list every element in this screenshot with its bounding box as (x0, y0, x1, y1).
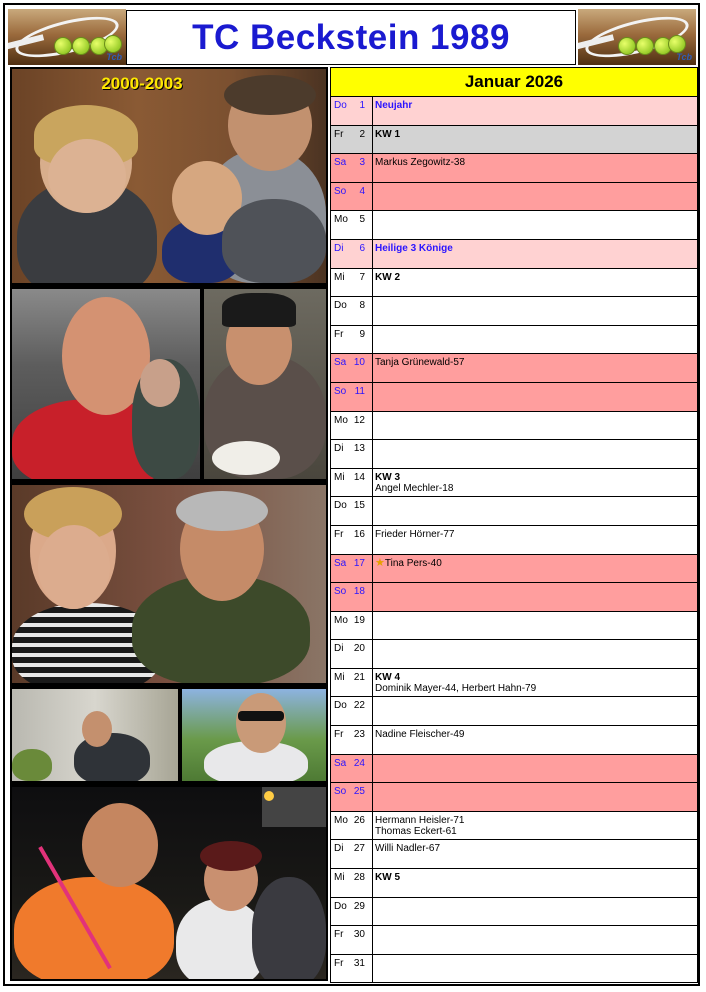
person-face (38, 525, 110, 609)
day-cell (331, 583, 373, 611)
tennis-ball-icon (618, 37, 636, 55)
day-cell (331, 869, 373, 897)
person-face (82, 711, 112, 747)
day-number: 10 (353, 357, 365, 369)
day-cell (331, 126, 373, 154)
calendar-row-24 (331, 755, 697, 784)
calendar-row-7 (331, 269, 697, 298)
person-hair (176, 491, 268, 531)
tennis-logo-right (578, 9, 696, 65)
day-cell (331, 640, 373, 668)
day-cell (331, 383, 373, 411)
day-content (373, 726, 697, 754)
calendar-row-21 (331, 669, 697, 698)
calendar-row-2 (331, 126, 697, 155)
calendar-row-20 (331, 640, 697, 669)
day-content (373, 526, 697, 554)
birthday-entry: Dominik Mayer-44, Herbert Hahn-79 (375, 682, 537, 694)
day-cell (331, 697, 373, 725)
birthday-entry: Nadine Fleischer-49 (375, 729, 465, 741)
birthday-entry: Markus Zegowitz-38 (375, 157, 466, 169)
day-cell (331, 783, 373, 811)
day-content (373, 898, 697, 926)
photo-2a (12, 289, 200, 479)
calendar-row-18 (331, 583, 697, 612)
calendar-row-28 (331, 869, 697, 898)
weekday-label: Do (334, 300, 347, 312)
calendar-week-label: KW 1 (375, 128, 400, 140)
weekday-label: Fr (334, 128, 344, 140)
day-number: 1 (359, 100, 365, 111)
day-cell (331, 755, 373, 783)
day-content (373, 497, 697, 525)
day-content (373, 440, 697, 468)
day-number: 25 (353, 786, 365, 798)
photo-2b (204, 289, 326, 479)
day-cell (331, 669, 373, 697)
page-title: TC Beckstein 1989 (192, 17, 510, 57)
person-shape (252, 877, 326, 979)
day-number: 28 (353, 872, 365, 884)
weekday-label: Do (334, 700, 347, 712)
day-cell (331, 840, 373, 868)
day-cell (331, 440, 373, 468)
day-number: 4 (359, 185, 365, 197)
day-number: 12 (353, 414, 365, 426)
birthday-entry: Thomas Eckert-61 (375, 825, 457, 837)
day-cell (331, 269, 373, 297)
day-content (373, 297, 697, 325)
person-face (48, 139, 126, 213)
calendar-week-label: KW 4 (375, 671, 400, 683)
weekday-label: Sa (334, 357, 347, 369)
calendar-row-5 (331, 211, 697, 240)
day-content (373, 755, 697, 783)
person-face (82, 803, 158, 887)
day-content (373, 97, 697, 125)
day-number: 14 (353, 471, 365, 483)
weekday-label: So (334, 586, 347, 598)
day-number: 11 (354, 385, 365, 397)
tennis-ball-icon (72, 37, 90, 55)
day-number: 31 (353, 957, 365, 969)
logo-mark: Tcb (676, 52, 692, 62)
day-number: 5 (359, 214, 365, 226)
day-number: 17 (353, 557, 365, 569)
calendar-row-13 (331, 440, 697, 469)
calendar-row-19 (331, 612, 697, 641)
weekday-label: Mo (334, 414, 348, 426)
weekday-label: Do (334, 500, 347, 512)
day-content (373, 926, 697, 954)
day-content (373, 669, 697, 697)
day-number: 30 (353, 929, 365, 941)
birthday-entry: Frieder Hörner-77 (375, 528, 455, 540)
day-cell (331, 955, 373, 983)
day-content (373, 326, 697, 354)
weekday-label: Di (334, 443, 344, 455)
weekday-label: Mo (334, 614, 348, 626)
day-cell (331, 354, 373, 382)
calendar-row-16 (331, 526, 697, 555)
person-shape (222, 199, 326, 283)
weekday-label: Do (334, 900, 347, 912)
day-content (373, 412, 697, 440)
weekday-label: So (334, 385, 347, 397)
day-number: 3 (359, 157, 365, 169)
calendar-row-14 (331, 469, 697, 498)
weekday-label: Di (334, 643, 344, 655)
day-cell (331, 211, 373, 239)
day-cell (331, 469, 373, 497)
day-number: 13 (353, 443, 365, 455)
calendar-row-3 (331, 154, 697, 183)
day-content (373, 383, 697, 411)
day-content (373, 812, 697, 840)
photo-1 (12, 69, 326, 283)
birthday-entry: Willi Nadler-67 (375, 843, 441, 855)
day-number: 29 (353, 900, 365, 912)
weekday-label: Fr (334, 729, 344, 741)
day-cell (331, 183, 373, 211)
month-header: Januar 2026 (331, 67, 697, 97)
day-content (373, 583, 697, 611)
photo-4b (182, 689, 326, 781)
day-content (373, 469, 697, 497)
weekday-label: Sa (334, 757, 347, 769)
day-number: 8 (359, 300, 365, 312)
person-shape (14, 877, 174, 979)
day-content (373, 612, 697, 640)
weekday-label: Fr (334, 957, 344, 969)
calendar-row-29 (331, 898, 697, 927)
calendar-row-26 (331, 812, 697, 841)
person-face (236, 693, 286, 753)
day-content (373, 354, 697, 382)
star-icon: ★ (375, 556, 385, 569)
holiday-label: Heilige 3 Könige (375, 242, 453, 254)
calendar (330, 67, 698, 983)
calendar-row-31 (331, 955, 697, 984)
day-cell (331, 412, 373, 440)
day-number: 9 (359, 328, 365, 340)
day-number: 20 (353, 643, 365, 655)
bowl-icon (212, 441, 280, 475)
day-content (373, 555, 697, 583)
calendar-row-30 (331, 926, 697, 955)
weekday-label: Sa (334, 157, 347, 169)
calendar-week-label: KW 2 (375, 271, 400, 283)
calendar-row-12 (331, 412, 697, 441)
day-number: 23 (353, 729, 365, 741)
day-number: 19 (353, 614, 365, 626)
day-number: 21 (353, 671, 365, 683)
years-label: 2000-2003 (101, 74, 183, 93)
calendar-row-10 (331, 354, 697, 383)
day-content (373, 183, 697, 211)
day-cell (331, 926, 373, 954)
holiday-label: Neujahr (375, 100, 413, 111)
weekday-label: Di (334, 242, 344, 254)
calendar-week-label: KW 5 (375, 872, 400, 884)
day-content (373, 154, 697, 182)
day-cell (331, 326, 373, 354)
day-content (373, 240, 697, 268)
day-number: 2 (359, 128, 365, 140)
weekday-label: Di (334, 843, 344, 855)
calendar-rows (331, 97, 697, 983)
day-number: 15 (353, 500, 365, 512)
weekday-label: So (334, 185, 347, 197)
weekday-label: Mi (334, 271, 345, 283)
day-cell (331, 297, 373, 325)
day-cell (331, 726, 373, 754)
day-number: 16 (353, 528, 365, 540)
tennis-logo-left (8, 9, 126, 65)
photo-3 (12, 485, 326, 683)
day-cell (331, 898, 373, 926)
birthday-text: Tina Pers-40 (384, 557, 442, 569)
day-content (373, 211, 697, 239)
day-cell (331, 812, 373, 840)
day-content (373, 697, 697, 725)
calendar-row-4 (331, 183, 697, 212)
day-content (373, 955, 697, 983)
lamp-icon (264, 791, 274, 801)
birthday-entry: Hermann Heisler-71 (375, 814, 465, 826)
calendar-row-22 (331, 697, 697, 726)
weekday-label: Mi (334, 872, 345, 884)
person-face (140, 359, 180, 407)
person-hair (200, 841, 262, 871)
day-cell (331, 526, 373, 554)
day-cell (331, 612, 373, 640)
birthday-entry (375, 558, 694, 569)
birthday-entry: Tanja Grünewald-57 (375, 357, 465, 369)
calendar-row-6 (331, 240, 697, 269)
calendar-row-9 (331, 326, 697, 355)
day-cell (331, 240, 373, 268)
calendar-week-label: KW 3 (375, 471, 400, 483)
day-content (373, 783, 697, 811)
day-content (373, 269, 697, 297)
tennis-ball-icon (54, 37, 72, 55)
weekday-label: Fr (334, 929, 344, 941)
weekday-label: So (334, 786, 347, 798)
calendar-row-23 (331, 726, 697, 755)
birthday-entry: Angel Mechler-18 (375, 482, 454, 494)
day-content (373, 126, 697, 154)
weekday-label: Mo (334, 814, 348, 826)
cap-icon (222, 293, 296, 327)
calendar-row-25 (331, 783, 697, 812)
calendar-row-15 (331, 497, 697, 526)
day-content (373, 869, 697, 897)
weekday-label: Fr (334, 528, 344, 540)
calendar-row-8 (331, 297, 697, 326)
weekday-label: Mi (334, 471, 345, 483)
day-cell (331, 154, 373, 182)
day-number: 27 (353, 843, 365, 855)
day-number: 26 (353, 814, 365, 826)
day-cell (331, 97, 373, 125)
title-box (126, 10, 576, 65)
weekday-label: Do (334, 100, 347, 111)
photo-4a (12, 689, 178, 781)
tennis-ball-icon (636, 37, 654, 55)
tennis-ball-icon (104, 35, 122, 53)
weekday-label: Mi (334, 671, 345, 683)
logo-mark: Tcb (106, 52, 122, 62)
weekday-label: Mo (334, 214, 348, 226)
calendar-row-27 (331, 840, 697, 869)
calendar-row-1 (331, 97, 697, 126)
day-number: 24 (353, 757, 365, 769)
photo-5 (12, 787, 326, 979)
tennis-ball-icon (668, 35, 686, 53)
calendar-row-11 (331, 383, 697, 412)
weekday-label: Sa (334, 557, 347, 569)
grass-shape (12, 749, 52, 781)
day-number: 22 (353, 700, 365, 712)
day-cell (331, 555, 373, 583)
day-content (373, 840, 697, 868)
weekday-label: Fr (334, 328, 344, 340)
day-number: 6 (359, 242, 365, 254)
day-cell (331, 497, 373, 525)
photo-collage (10, 67, 328, 981)
sunglasses-icon (238, 711, 284, 721)
day-content (373, 640, 697, 668)
day-number: 7 (359, 271, 365, 283)
day-number: 18 (353, 586, 365, 598)
calendar-row-17 (331, 555, 697, 584)
